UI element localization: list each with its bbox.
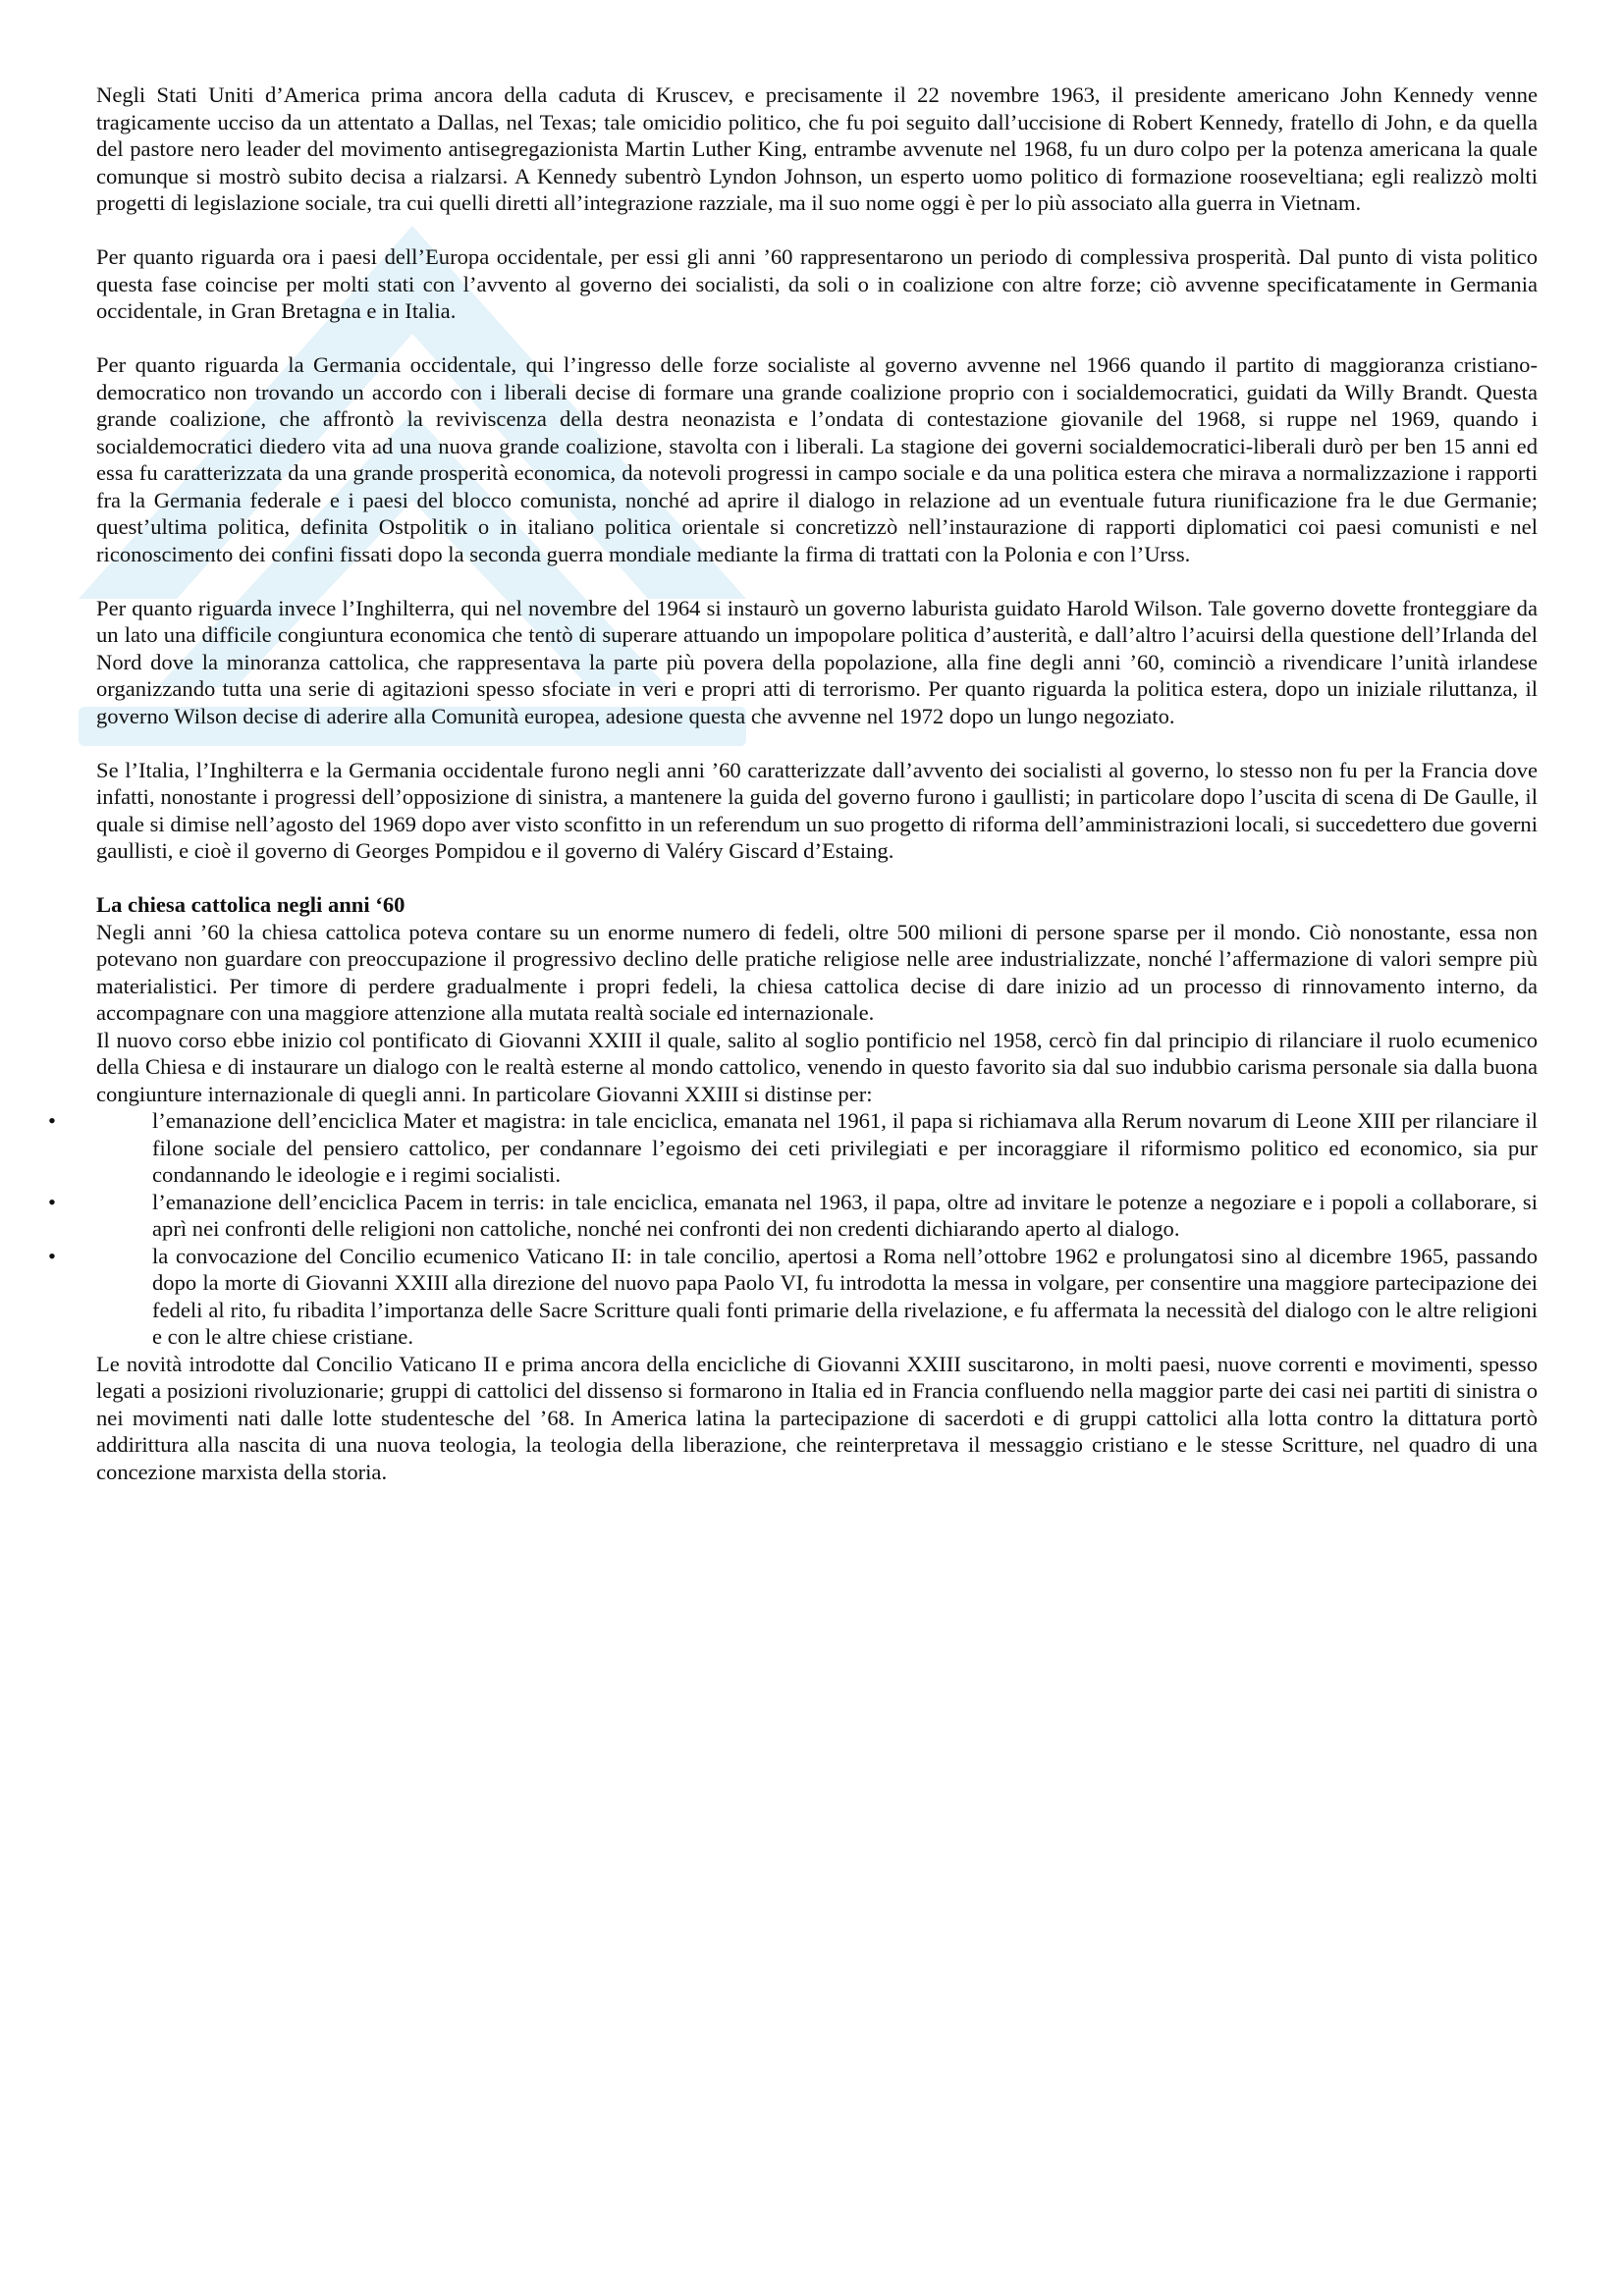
paragraph-germany: Per quanto riguarda la Germania occidentale, qui l’ingresso delle forze socialiste al governo avvenne nel 1966 quando il partito di maggioranza cristiano-democratico non trovando un accordo con i liberali decise di formare una grande coalizione proprio con i socialdemocratici, guidati da Willy Brandt. Questa grande coalizione, che affrontò la reviviscenza della destra neonazista e l’ondata di contestazione giovanile del 1968, si ruppe nel 1969, quando i socialdemocratici diedero vita ad una nuova grande coalizione, stavolta con i liberali. La stagione dei governi socialdemocratici-liberali durò per ben 15 anni ed essa fu caratterizzata da una grande prosperità economica, da notevoli progressi in campo sociale e da una politica estera che mirava a normalizzazione i rapporti fra la Germania federale e i paesi del blocco comunista, nonché ad aprire il dialogo in relazione ad un eventuale futura riunificazione fra le due Germanie; quest’ultima politica, definita Ostpolitik o in italiano politica orientale si concretizzò nell’instaurazione di rapporti diplomatici coi paesi comunisti e nel riconoscimento dei confini fissati dopo la seconda guerra mondiale mediante la firma di trattati con la Polonia e con l’Urss. — [96, 352, 1538, 566]
section-heading: La chiesa cattolica negli anni ‘60 — [96, 892, 406, 917]
paragraph-church-intro: Negli anni ’60 la chiesa cattolica poteva contare su un enorme numero di fedeli, oltre 500 milioni di persone sparse per il mondo. Ciò nonostante, essa non potevano non guardare con preoccupazione il progressivo declino delle pratiche religiose nelle aree industrializzate, nonché l’affermazione di valori sempre più materialistici. Per timore di perdere gradualmente i propri fedeli, la chiesa cattolica decise di dare inizio ad un processo di rinnovamento interno, da accompagnare con una maggiore attenzione alla mutata realtà sociale ed internazionale. — [96, 919, 1538, 1025]
bullet-icon: • — [48, 1243, 56, 1268]
paragraph-england: Per quanto riguarda invece l’Inghilterra, qui nel novembre del 1964 si instaurò un governo laburista guidato Harold Wilson. Tale governo dovette fronteggiare da un lato una difficile congiuntura economica che tentò di superare attuando un impopolare politica d’austerità, e dall’altro l’acuirsi della questione dell’Irlanda del Nord dove la minoranza cattolica, che rappresentava la parte più povera della popolazione, alla fine degli anni ’60, cominciò a rivendicare l’unità irlandese organizzando tutta una serie di agitazioni spesso sfociate in veri e propri atti di terrorismo. Per quanto riguarda la politica estera, dopo un iniziale riluttanza, il governo Wilson decise di aderire alla Comunità europea, adesione questa che avvenne nel 1972 dopo un lungo negoziato. — [96, 595, 1538, 728]
list-item — [48, 1189, 1538, 1243]
paragraph-church-giovanni: Il nuovo corso ebbe inizio col pontificato di Giovanni XXIII il quale, salito al soglio pontificio nel 1958, cercò fin dal principio di rilanciare il ruolo ecumenico della Chiesa e di instaurare un dialogo con le realtà esterne al mondo cattolico, venendo in questo favorito sia dal suo indubbio carisma personale sia dalla buona congiunture internazionale di quegli anni. In particolare Giovanni XXIII si distinse per: — [96, 1027, 1538, 1106]
list-item-text: l’emanazione dell’enciclica Pacem in terris: in tale enciclica, emanata nel 1963, il papa, oltre ad invitare le potenze a negoziare e i popoli a collaborare, si aprì nei confronti delle religioni non cattoliche, nonché nei confronti dei non credenti dichiarando aperto al dialogo. — [152, 1189, 1538, 1241]
paragraph-church-outcome: Le novità introdotte dal Concilio Vaticano II e prima ancora della encicliche di Giovanni XXIII suscitarono, in molti paesi, nuove correnti e movimenti, spesso legati a posizioni rivoluzionarie; gruppi di cattolici del dissenso si formarono in Italia ed in Francia confluendo nella maggior parte dei casi nei partiti di sinistra o nei movimenti nati dalle lotte studentesche del ’68. In America latina la partecipazione di sacerdoti e di gruppi cattolici alla lotta contro la dittatura portò addirittura alla nascita di una nuova teologia, la teologia della liberazione, che reinterpretava il messaggio cristiano e le stesse Scritture, nel quadro di una concezione marxista della storia. — [96, 1351, 1538, 1484]
list-item-text: la convocazione del Concilio ecumenico Vaticano II: in tale concilio, apertosi a Roma nell’ottobre 1962 e prolungatosi sino al dicembre 1965, passando dopo la morte di Giovanni XXIII alla direzione del nuovo papa Paolo VI, fu introdotta la messa in volgare, per consentire una maggiore partecipazione dei fedeli al rito, fu ribadita l’importanza delle Sacre Scritture quali fonti primarie della rivelazione, e fu affermata la necessità del dialogo con le altre religioni e con le altre chiese cristiane. — [152, 1243, 1538, 1349]
list-item — [48, 1243, 1538, 1351]
paragraph-europe: Per quanto riguarda ora i paesi dell’Europa occidentale, per essi gli anni ’60 rappresentarono un periodo di complessiva prosperità. Dal punto di vista politico questa fase coincise per molti stati con l’avvento al governo dei socialisti, da soli o in coalizione con altre forze; ciò avvenne specificatamente in Germania occidentale, in Gran Bretagna e in Italia. — [96, 244, 1538, 323]
list-item — [48, 1107, 1538, 1189]
bullet-icon: • — [48, 1108, 56, 1133]
bullet-list — [48, 1107, 1538, 1351]
list-item-text: l’emanazione dell’enciclica Mater et magistra: in tale enciclica, emanata nel 1961, il papa si richiamava alla Rerum novarum di Leone XIII per rilanciare il filone sociale del pensiero cattolico, per condannare l’egoismo dei ceti privilegiati e per incoraggiare il riformismo politico ed economico, sia pur condannando le ideologie e i regimi socialisti. — [152, 1108, 1538, 1187]
paragraph-usa: Negli Stati Uniti d’America prima ancora della caduta di Kruscev, e precisamente il 22 novembre 1963, il presidente americano John Kennedy venne tragicamente ucciso da un attentato a Dallas, nel Texas; tale omicidio politico, che fu poi seguito dall’uccisione di Robert Kennedy, fratello di John, e da quella del pastore nero leader del movimento antisegregazionista Martin Luther King, entrambe avvenute nel 1968, fu un duro colpo per la potenza americana la quale comunque si mostrò subito decisa a rialzarsi. A Kennedy subentrò Lyndon Johnson, un esperto uomo politico di formazione rooseveltiana; egli realizzò molti progetti di legislazione sociale, tra cui quelli diretti all’integrazione razziale, ma il suo nome oggi è per lo più associato alla guerra in Vietnam. — [96, 82, 1538, 215]
document-body — [48, 81, 1538, 1485]
paragraph-france: Se l’Italia, l’Inghilterra e la Germania occidentale furono negli anni ’60 caratterizzate dall’avvento dei socialisti al governo, lo stesso non fu per la Francia dove infatti, nonostante i progressi dell’opposizione di sinistra, a mantenere la guida del governo furono i gaullisti; in particolare dopo l’uscita di scena di De Gaulle, il quale si dimise nell’agosto del 1969 dopo aver visto sconfitto in un referendum un suo progetto di riforma dell’amministrazioni locali, si succedettero due governi gaullisti, e cioè il governo di Georges Pompidou e il governo di Valéry Giscard d’Estaing. — [96, 757, 1538, 863]
bullet-icon: • — [48, 1189, 56, 1214]
